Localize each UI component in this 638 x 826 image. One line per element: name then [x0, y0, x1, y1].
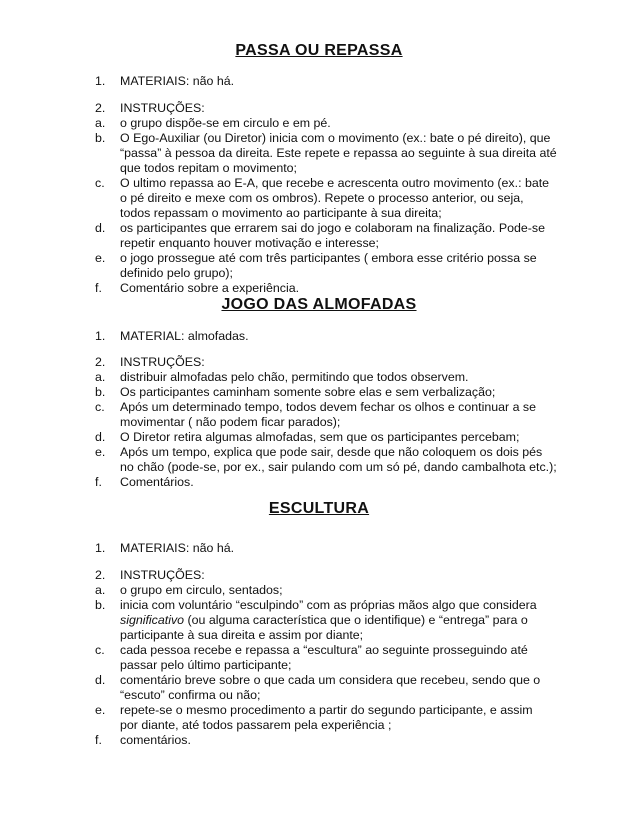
- list-marker: c.: [95, 176, 105, 190]
- list-marker: a.: [95, 116, 106, 130]
- item-line: Comentário sobre a experiência.: [120, 281, 300, 295]
- item-line: Após um determinado tempo, todos devem fechar os olhos e continuar a se: [120, 400, 537, 414]
- list-marker: f.: [95, 475, 102, 489]
- list-marker: e.: [95, 703, 106, 717]
- item-line: o grupo em circulo, sentados;: [120, 583, 283, 597]
- materials-text: MATERIAL: almofadas.: [120, 329, 249, 343]
- list-marker: a.: [95, 370, 106, 384]
- item-line: passar pelo último participante;: [120, 658, 292, 672]
- item-line: Os participantes caminham somente sobre elas e sem verbalização;: [120, 385, 496, 399]
- item-line: que todos repitam o movimento;: [120, 161, 298, 175]
- item-line: O Ego-Auxiliar (ou Diretor) inicia com o movimento (ex.: bate o pé direito), que: [120, 131, 551, 145]
- item-line: movimentar ( não podem ficar parados);: [120, 415, 341, 429]
- list-marker: c.: [95, 400, 105, 414]
- list-marker: f.: [95, 733, 102, 747]
- item-line: “escuto” confirma ou não;: [120, 688, 261, 702]
- item-line: repete-se o mesmo procedimento a partir do segundo participante, e assim: [120, 703, 533, 717]
- materials-text: MATERIAIS: não há.: [120, 541, 235, 555]
- list-marker: b.: [95, 385, 106, 399]
- instructions-text: INSTRUÇÕES:: [120, 355, 205, 369]
- item-line: comentário breve sobre o que cada um considera que recebeu, sendo que o: [120, 673, 541, 687]
- italic-term: significativo: [120, 613, 185, 627]
- instructions-text: INSTRUÇÕES:: [120, 568, 205, 582]
- item-line-italic-lead: significativo (ou alguma característica que o identifique) e “entrega” para o: [120, 613, 528, 627]
- list-marker: b.: [95, 131, 106, 145]
- list-marker: 2.: [95, 355, 106, 369]
- item-line: Após um tempo, explica que pode sair, desde que não coloquem os dois pés: [120, 445, 543, 459]
- list-marker: d.: [95, 673, 106, 687]
- list-marker: 1.: [95, 329, 106, 343]
- item-line: o jogo prossegue até com três participantes ( embora esse critério possa se: [120, 251, 537, 265]
- item-line: o grupo dispõe-se em circulo e em pé.: [120, 116, 331, 130]
- item-line: os participantes que errarem sai do jogo e colaboram na finalização. Pode-se: [120, 221, 545, 235]
- section-title: PASSA OU REPASSA: [235, 42, 403, 59]
- item-line: inicia com voluntário “esculpindo” com as próprias mãos algo que considera: [120, 598, 537, 612]
- item-line: repetir enquanto houver motivação e interesse;: [120, 236, 379, 250]
- list-marker: 2.: [95, 101, 106, 115]
- item-line: Comentários.: [120, 475, 194, 489]
- list-marker: d.: [95, 430, 106, 444]
- list-marker: b.: [95, 598, 106, 612]
- item-line: distribuir almofadas pelo chão, permitindo que todos observem.: [120, 370, 469, 384]
- list-marker: f.: [95, 281, 102, 295]
- item-line: cada pessoa recebe e repassa a “escultura” ao seguinte prosseguindo até: [120, 643, 528, 657]
- list-marker: e.: [95, 251, 106, 265]
- section-title: JOGO DAS ALMOFADAS: [221, 296, 417, 313]
- list-marker: 1.: [95, 541, 106, 555]
- item-line: todos repassam o movimento ao participante à sua direita;: [120, 206, 442, 220]
- item-line: por diante, até todos passarem pela experiência ;: [120, 718, 392, 732]
- item-line: o pé direito e mexe com os ombros). Repete o processo anterior, ou seja,: [120, 191, 524, 205]
- list-marker: a.: [95, 583, 106, 597]
- list-marker: c.: [95, 643, 105, 657]
- item-line: participante à sua direita e assim por diante;: [120, 628, 364, 642]
- item-line: definido pelo grupo);: [120, 266, 233, 280]
- list-marker: 1.: [95, 74, 106, 88]
- item-line: no chão (pode-se, por ex., sair pulando com um só pé, dando cambalhota etc.);: [120, 460, 557, 474]
- item-line: comentários.: [120, 733, 191, 747]
- item-line: O ultimo repassa ao E-A, que recebe e acrescenta outro movimento (ex.: bate: [120, 176, 550, 190]
- item-line: “passa” à pessoa da direita. Este repete e repassa ao seguinte à sua direita até: [120, 146, 557, 160]
- instructions-text: INSTRUÇÕES:: [120, 101, 205, 115]
- list-marker: d.: [95, 221, 106, 235]
- list-marker: e.: [95, 445, 106, 459]
- list-marker: 2.: [95, 568, 106, 582]
- section-title: ESCULTURA: [268, 500, 370, 517]
- materials-text: MATERIAIS: não há.: [120, 74, 235, 88]
- item-line: O Diretor retira algumas almofadas, sem que os participantes percebam;: [120, 430, 520, 444]
